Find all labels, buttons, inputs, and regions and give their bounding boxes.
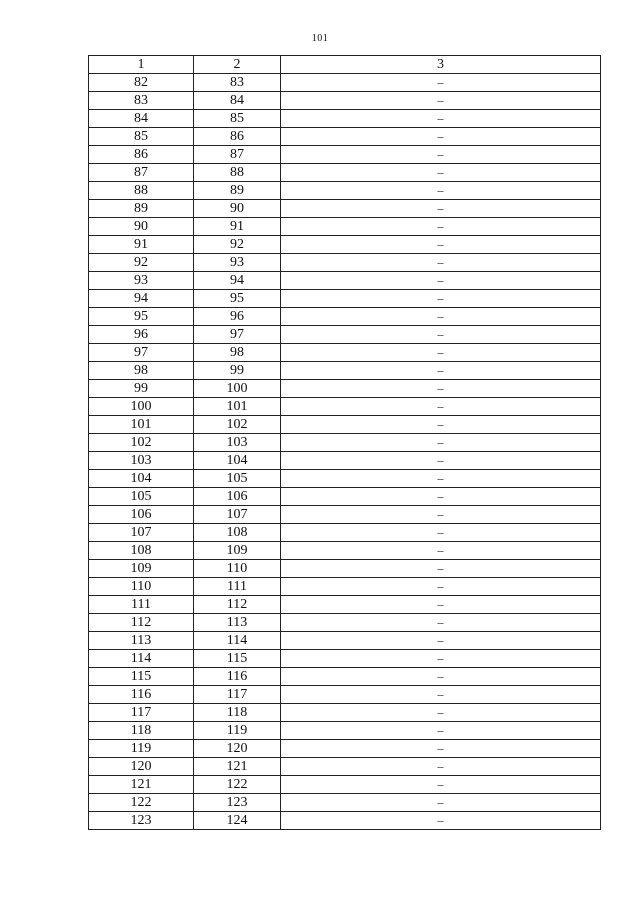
table-cell-col2: 124 <box>194 812 281 830</box>
table-cell-col1: 123 <box>89 812 194 830</box>
table-row <box>89 812 601 830</box>
table-cell-col3: – <box>281 128 601 146</box>
table-cell-col3: – <box>281 182 601 200</box>
table-cell-col1: 88 <box>89 182 194 200</box>
table-cell-col2: 107 <box>194 506 281 524</box>
table-body <box>89 74 601 830</box>
table-row <box>89 92 601 110</box>
table-cell-col3: – <box>281 578 601 596</box>
table-cell-col2: 99 <box>194 362 281 380</box>
table-cell-col2: 97 <box>194 326 281 344</box>
table-cell-col2: 112 <box>194 596 281 614</box>
table-row <box>89 794 601 812</box>
table-cell-col3: – <box>281 344 601 362</box>
table-row <box>89 200 601 218</box>
table-cell-col2: 95 <box>194 290 281 308</box>
table-cell-col1: 96 <box>89 326 194 344</box>
table-row <box>89 722 601 740</box>
table-row <box>89 506 601 524</box>
table-cell-col2: 86 <box>194 128 281 146</box>
table-cell-col3: – <box>281 650 601 668</box>
table-cell-col2: 120 <box>194 740 281 758</box>
table-row <box>89 542 601 560</box>
table-cell-col1: 122 <box>89 794 194 812</box>
table-cell-col2: 116 <box>194 668 281 686</box>
table-cell-col3: – <box>281 380 601 398</box>
table-cell-col1: 121 <box>89 776 194 794</box>
table-row <box>89 560 601 578</box>
table-cell-col1: 99 <box>89 380 194 398</box>
table-cell-col1: 111 <box>89 596 194 614</box>
table-cell-col3: – <box>281 596 601 614</box>
table-cell-col1: 83 <box>89 92 194 110</box>
table-cell-col2: 114 <box>194 632 281 650</box>
table-row <box>89 578 601 596</box>
table-cell-col2: 110 <box>194 560 281 578</box>
table-cell-col1: 100 <box>89 398 194 416</box>
table-row <box>89 128 601 146</box>
table-cell-col1: 86 <box>89 146 194 164</box>
table-row <box>89 686 601 704</box>
column-header-3: 3 <box>281 56 601 74</box>
table-cell-col3: – <box>281 164 601 182</box>
table-cell-col2: 94 <box>194 272 281 290</box>
table-cell-col3: – <box>281 110 601 128</box>
table-cell-col1: 84 <box>89 110 194 128</box>
table-row <box>89 488 601 506</box>
table-cell-col3: – <box>281 542 601 560</box>
table-cell-col1: 95 <box>89 308 194 326</box>
table-cell-col2: 89 <box>194 182 281 200</box>
table-cell-col2: 91 <box>194 218 281 236</box>
table-cell-col2: 115 <box>194 650 281 668</box>
table-cell-col1: 82 <box>89 74 194 92</box>
table-cell-col2: 101 <box>194 398 281 416</box>
table-cell-col2: 93 <box>194 254 281 272</box>
page-number: 101 <box>311 33 329 44</box>
data-table <box>88 55 601 830</box>
table-cell-col1: 117 <box>89 704 194 722</box>
table-cell-col3: – <box>281 308 601 326</box>
table-cell-col1: 91 <box>89 236 194 254</box>
table-cell-col1: 108 <box>89 542 194 560</box>
table-cell-col1: 110 <box>89 578 194 596</box>
table-row <box>89 380 601 398</box>
table-cell-col1: 101 <box>89 416 194 434</box>
table-row <box>89 218 601 236</box>
table-cell-col1: 119 <box>89 740 194 758</box>
table-cell-col1: 89 <box>89 200 194 218</box>
table-cell-col2: 100 <box>194 380 281 398</box>
table-cell-col3: – <box>281 146 601 164</box>
table-cell-col1: 85 <box>89 128 194 146</box>
table-row <box>89 182 601 200</box>
table-cell-col1: 102 <box>89 434 194 452</box>
table-cell-col1: 114 <box>89 650 194 668</box>
table-cell-col2: 102 <box>194 416 281 434</box>
table-cell-col1: 90 <box>89 218 194 236</box>
table-cell-col1: 106 <box>89 506 194 524</box>
table-cell-col3: – <box>281 614 601 632</box>
table-cell-col3: – <box>281 524 601 542</box>
table-row <box>89 398 601 416</box>
table-row <box>89 614 601 632</box>
table-cell-col2: 117 <box>194 686 281 704</box>
table-row <box>89 470 601 488</box>
table-row <box>89 110 601 128</box>
table-cell-col3: – <box>281 686 601 704</box>
table-cell-col1: 94 <box>89 290 194 308</box>
table-cell-col2: 96 <box>194 308 281 326</box>
table-cell-col1: 104 <box>89 470 194 488</box>
table-row <box>89 776 601 794</box>
table-cell-col3: – <box>281 272 601 290</box>
table-cell-col1: 92 <box>89 254 194 272</box>
table-cell-col2: 92 <box>194 236 281 254</box>
table-cell-col2: 85 <box>194 110 281 128</box>
table-cell-col1: 93 <box>89 272 194 290</box>
table-cell-col3: – <box>281 632 601 650</box>
table-cell-col3: – <box>281 704 601 722</box>
table-cell-col3: – <box>281 758 601 776</box>
table-row <box>89 308 601 326</box>
table-cell-col2: 123 <box>194 794 281 812</box>
table-row <box>89 254 601 272</box>
table-cell-col1: 97 <box>89 344 194 362</box>
table-cell-col2: 83 <box>194 74 281 92</box>
table-row <box>89 164 601 182</box>
table-cell-col3: – <box>281 218 601 236</box>
table-row <box>89 434 601 452</box>
table-row <box>89 740 601 758</box>
table-cell-col3: – <box>281 776 601 794</box>
table-cell-col2: 122 <box>194 776 281 794</box>
table-cell-col1: 98 <box>89 362 194 380</box>
table-row <box>89 758 601 776</box>
table-cell-col1: 118 <box>89 722 194 740</box>
table-cell-col2: 88 <box>194 164 281 182</box>
table-cell-col1: 109 <box>89 560 194 578</box>
table-cell-col2: 109 <box>194 542 281 560</box>
table-cell-col1: 112 <box>89 614 194 632</box>
table-cell-col3: – <box>281 326 601 344</box>
table-row <box>89 668 601 686</box>
table-cell-col3: – <box>281 290 601 308</box>
table-cell-col2: 106 <box>194 488 281 506</box>
table-cell-col3: – <box>281 416 601 434</box>
table-cell-col1: 103 <box>89 452 194 470</box>
table-cell-col1: 87 <box>89 164 194 182</box>
table-cell-col3: – <box>281 92 601 110</box>
table-row <box>89 416 601 434</box>
table-cell-col1: 116 <box>89 686 194 704</box>
table-cell-col2: 111 <box>194 578 281 596</box>
header-row <box>89 56 601 74</box>
table-cell-col3: – <box>281 794 601 812</box>
table-row <box>89 524 601 542</box>
table-cell-col2: 119 <box>194 722 281 740</box>
table-cell-col2: 103 <box>194 434 281 452</box>
table-row <box>89 452 601 470</box>
table-row <box>89 326 601 344</box>
table-cell-col3: – <box>281 200 601 218</box>
table-cell-col3: – <box>281 488 601 506</box>
column-header-1: 1 <box>89 56 194 74</box>
table-row <box>89 362 601 380</box>
table-cell-col3: – <box>281 452 601 470</box>
table-cell-col2: 113 <box>194 614 281 632</box>
table-cell-col3: – <box>281 74 601 92</box>
table-row <box>89 272 601 290</box>
table-cell-col3: – <box>281 362 601 380</box>
table-cell-col3: – <box>281 506 601 524</box>
table-cell-col3: – <box>281 560 601 578</box>
table-row <box>89 596 601 614</box>
table-cell-col1: 113 <box>89 632 194 650</box>
table-cell-col2: 121 <box>194 758 281 776</box>
table-cell-col2: 90 <box>194 200 281 218</box>
table-cell-col2: 105 <box>194 470 281 488</box>
table-cell-col3: – <box>281 254 601 272</box>
table-row <box>89 236 601 254</box>
table-cell-col1: 120 <box>89 758 194 776</box>
table-cell-col2: 84 <box>194 92 281 110</box>
table-row <box>89 650 601 668</box>
table-cell-col3: – <box>281 434 601 452</box>
table-cell-col2: 118 <box>194 704 281 722</box>
table-row <box>89 344 601 362</box>
table-cell-col3: – <box>281 236 601 254</box>
table-cell-col1: 115 <box>89 668 194 686</box>
table-cell-col3: – <box>281 812 601 830</box>
column-header-2: 2 <box>194 56 281 74</box>
table-header <box>89 56 601 74</box>
table-cell-col3: – <box>281 740 601 758</box>
table-row <box>89 74 601 92</box>
table-cell-col3: – <box>281 398 601 416</box>
table-row <box>89 632 601 650</box>
table-cell-col2: 108 <box>194 524 281 542</box>
table-cell-col3: – <box>281 470 601 488</box>
table-cell-col2: 104 <box>194 452 281 470</box>
table-cell-col3: – <box>281 722 601 740</box>
table-cell-col1: 105 <box>89 488 194 506</box>
table-cell-col3: – <box>281 668 601 686</box>
table-row <box>89 146 601 164</box>
table-row <box>89 704 601 722</box>
table-row <box>89 290 601 308</box>
table-cell-col1: 107 <box>89 524 194 542</box>
table-cell-col2: 98 <box>194 344 281 362</box>
table-cell-col2: 87 <box>194 146 281 164</box>
